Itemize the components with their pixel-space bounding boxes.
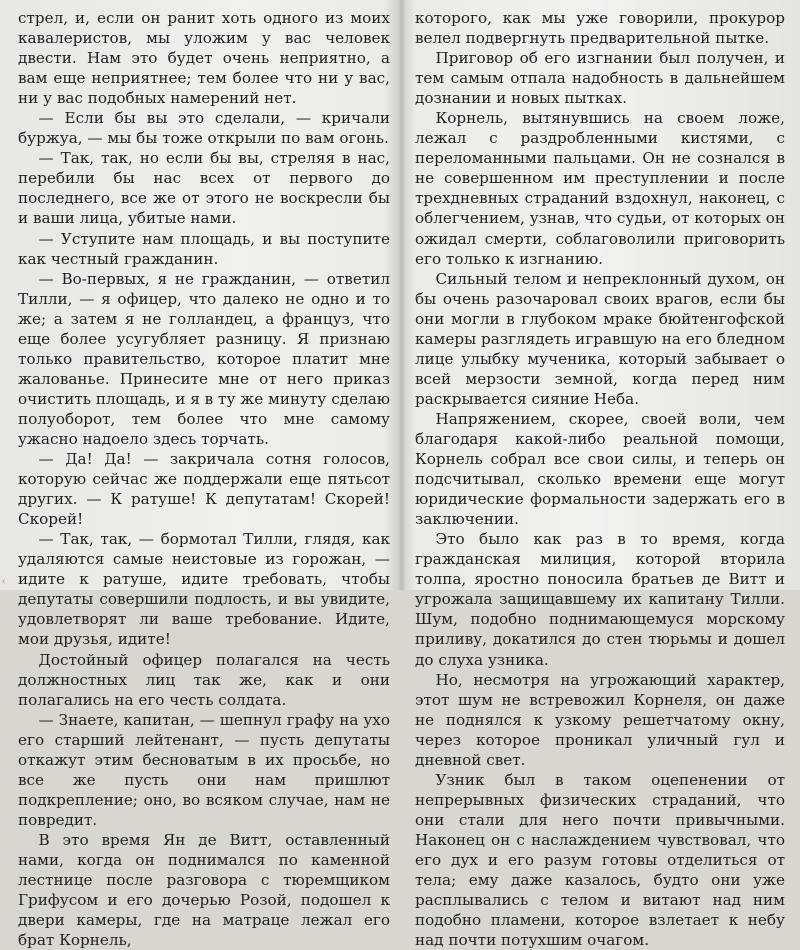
page-edge-mark: ‹ [2, 577, 6, 587]
paragraph: Корнель, вытянувшись на своем ложе, лежал с раздробленными кистями, с переломанными пальцами. Он не сознался в не совершенном им преступлении и после трехдневных страданий вздохнул, наконец, с облегчением, узнав, что судьи, от которых он ожидал смерти, соблаговолили приговорить его только к изгнанию. [415, 109, 785, 268]
paragraph: — Да! Да! — закричала сотня голосов, которую сейчас же поддержали еще пятьсот других. — К ратуше! К депутатам! Скорей! Скорей! [18, 450, 390, 529]
paragraph: — Уступите нам площадь, и вы поступите как честный гражданин. [18, 229, 390, 268]
paragraph: Это было как раз в то время, когда гражданская милиция, которой вторила толпа, яростно поносила братьев де Витт и угрожала защищавшему их капитану Тилли. Шум, подобно поднимающемуся морскому приливу, докатился до стен тюрьмы и дошел до слуха узника. [415, 530, 785, 669]
right-page [415, 0, 785, 950]
paragraph: — Так, так, — бормотал Тилли, глядя, как удаляются самые неистовые из горожан, — идите к ратуше, идите требовать, чтобы депутаты совершили подлость, и вы увидите, удовлетворят ли ваше требование. Идите, мои друзья, идите! [18, 530, 390, 649]
paragraph: Приговор об его изгнании был получен, и тем самым отпала надобность в дальнейшем дознании и новых пытках. [415, 49, 785, 108]
paragraph: Достойный офицер полагался на честь должностных лиц так же, как и они полагались на его честь солдата. [18, 650, 390, 709]
paragraph: — Так, так, но если бы вы, стреляя в нас, перебили бы нас всех от первого до последнего, все же от этого не воскресли бы и ваши лица, убитые нами. [18, 149, 390, 228]
paragraph: стрел, и, если он ранит хоть одного из моих кавалеристов, мы уложим у вас человек двести. Нам это будет очень неприятно, а вам еще неприятнее; тем более что ни у вас, ни у вас подобных намерений нет. [18, 9, 390, 108]
paragraph: Напряжением, скорее, своей воли, чем благодаря какой-либо реальной помощи, Корнель собрал все свои силы, и теперь он подсчитывал, сколько времени еще могут юридические формальности задержать его в заключении. [415, 409, 785, 529]
paragraph: Но, несмотря на угрожающий характер, этот шум не встревожил Корнеля, он даже не поднялся к узкому решетчатому окну, через которое проникал уличный гул и дневной свет. [415, 670, 785, 769]
book-gutter [398, 0, 406, 590]
paragraph: — Знаете, капитан, — шепнул графу на ухо его старший лейтенант, — пусть депутаты откажут этим бесноватым в их просьбе, но все же пусть они нам пришлют подкрепление; оно, во всяком случае, нам не повредит. [18, 710, 390, 829]
paragraph: — Если бы вы это сделали, — кричали буржуа, — мы бы тоже открыли по вам огонь. [18, 109, 390, 148]
paragraph: Узник был в таком оцепенении от непрерывных физических страданий, что они стали для него почти привычными. Наконец он с наслаждением чувствовал, что его дух и его разум готовы отделиться от тела; ему даже казалось, будто они уже расплывались с телом и витают над ним подобно пламени, которое взлетает к небу над почти потухшим очагом. [415, 770, 785, 950]
paragraph: — Во-первых, я не гражданин, — ответил Тилли, — я офицер, что далеко не одно и то же; а затем я не голландец, а француз, что еще более усугубляет разницу. Я признаю только правительство, которое платит мне жалованье. Принесите мне от него приказ очистить площадь, и я в ту же минуту сделаю полуоборот, тем более что мне самому ужасно надоело здесь торчать. [18, 269, 390, 448]
left-page [18, 0, 390, 950]
paragraph: В это время Ян де Витт, оставленный нами, когда он поднимался по каменной лестнице после разговора с тюремщиком Грифусом и его дочерью Розой, подошел к двери камеры, где на матраце лежал его брат Корнель, [18, 830, 390, 950]
paragraph: которого, как мы уже говорили, прокурор велел подвергнуть предварительной пытке. [415, 9, 785, 48]
paragraph: Сильный телом и непреклонный духом, он бы очень разочаровал своих врагов, если бы они могли в глубоком мраке бюйтенгофской камеры разглядеть игравшую на его бледном лице улыбку мученика, который забывает о всей мерзости земной, когда перед ним раскрывается сияние Неба. [415, 269, 785, 408]
